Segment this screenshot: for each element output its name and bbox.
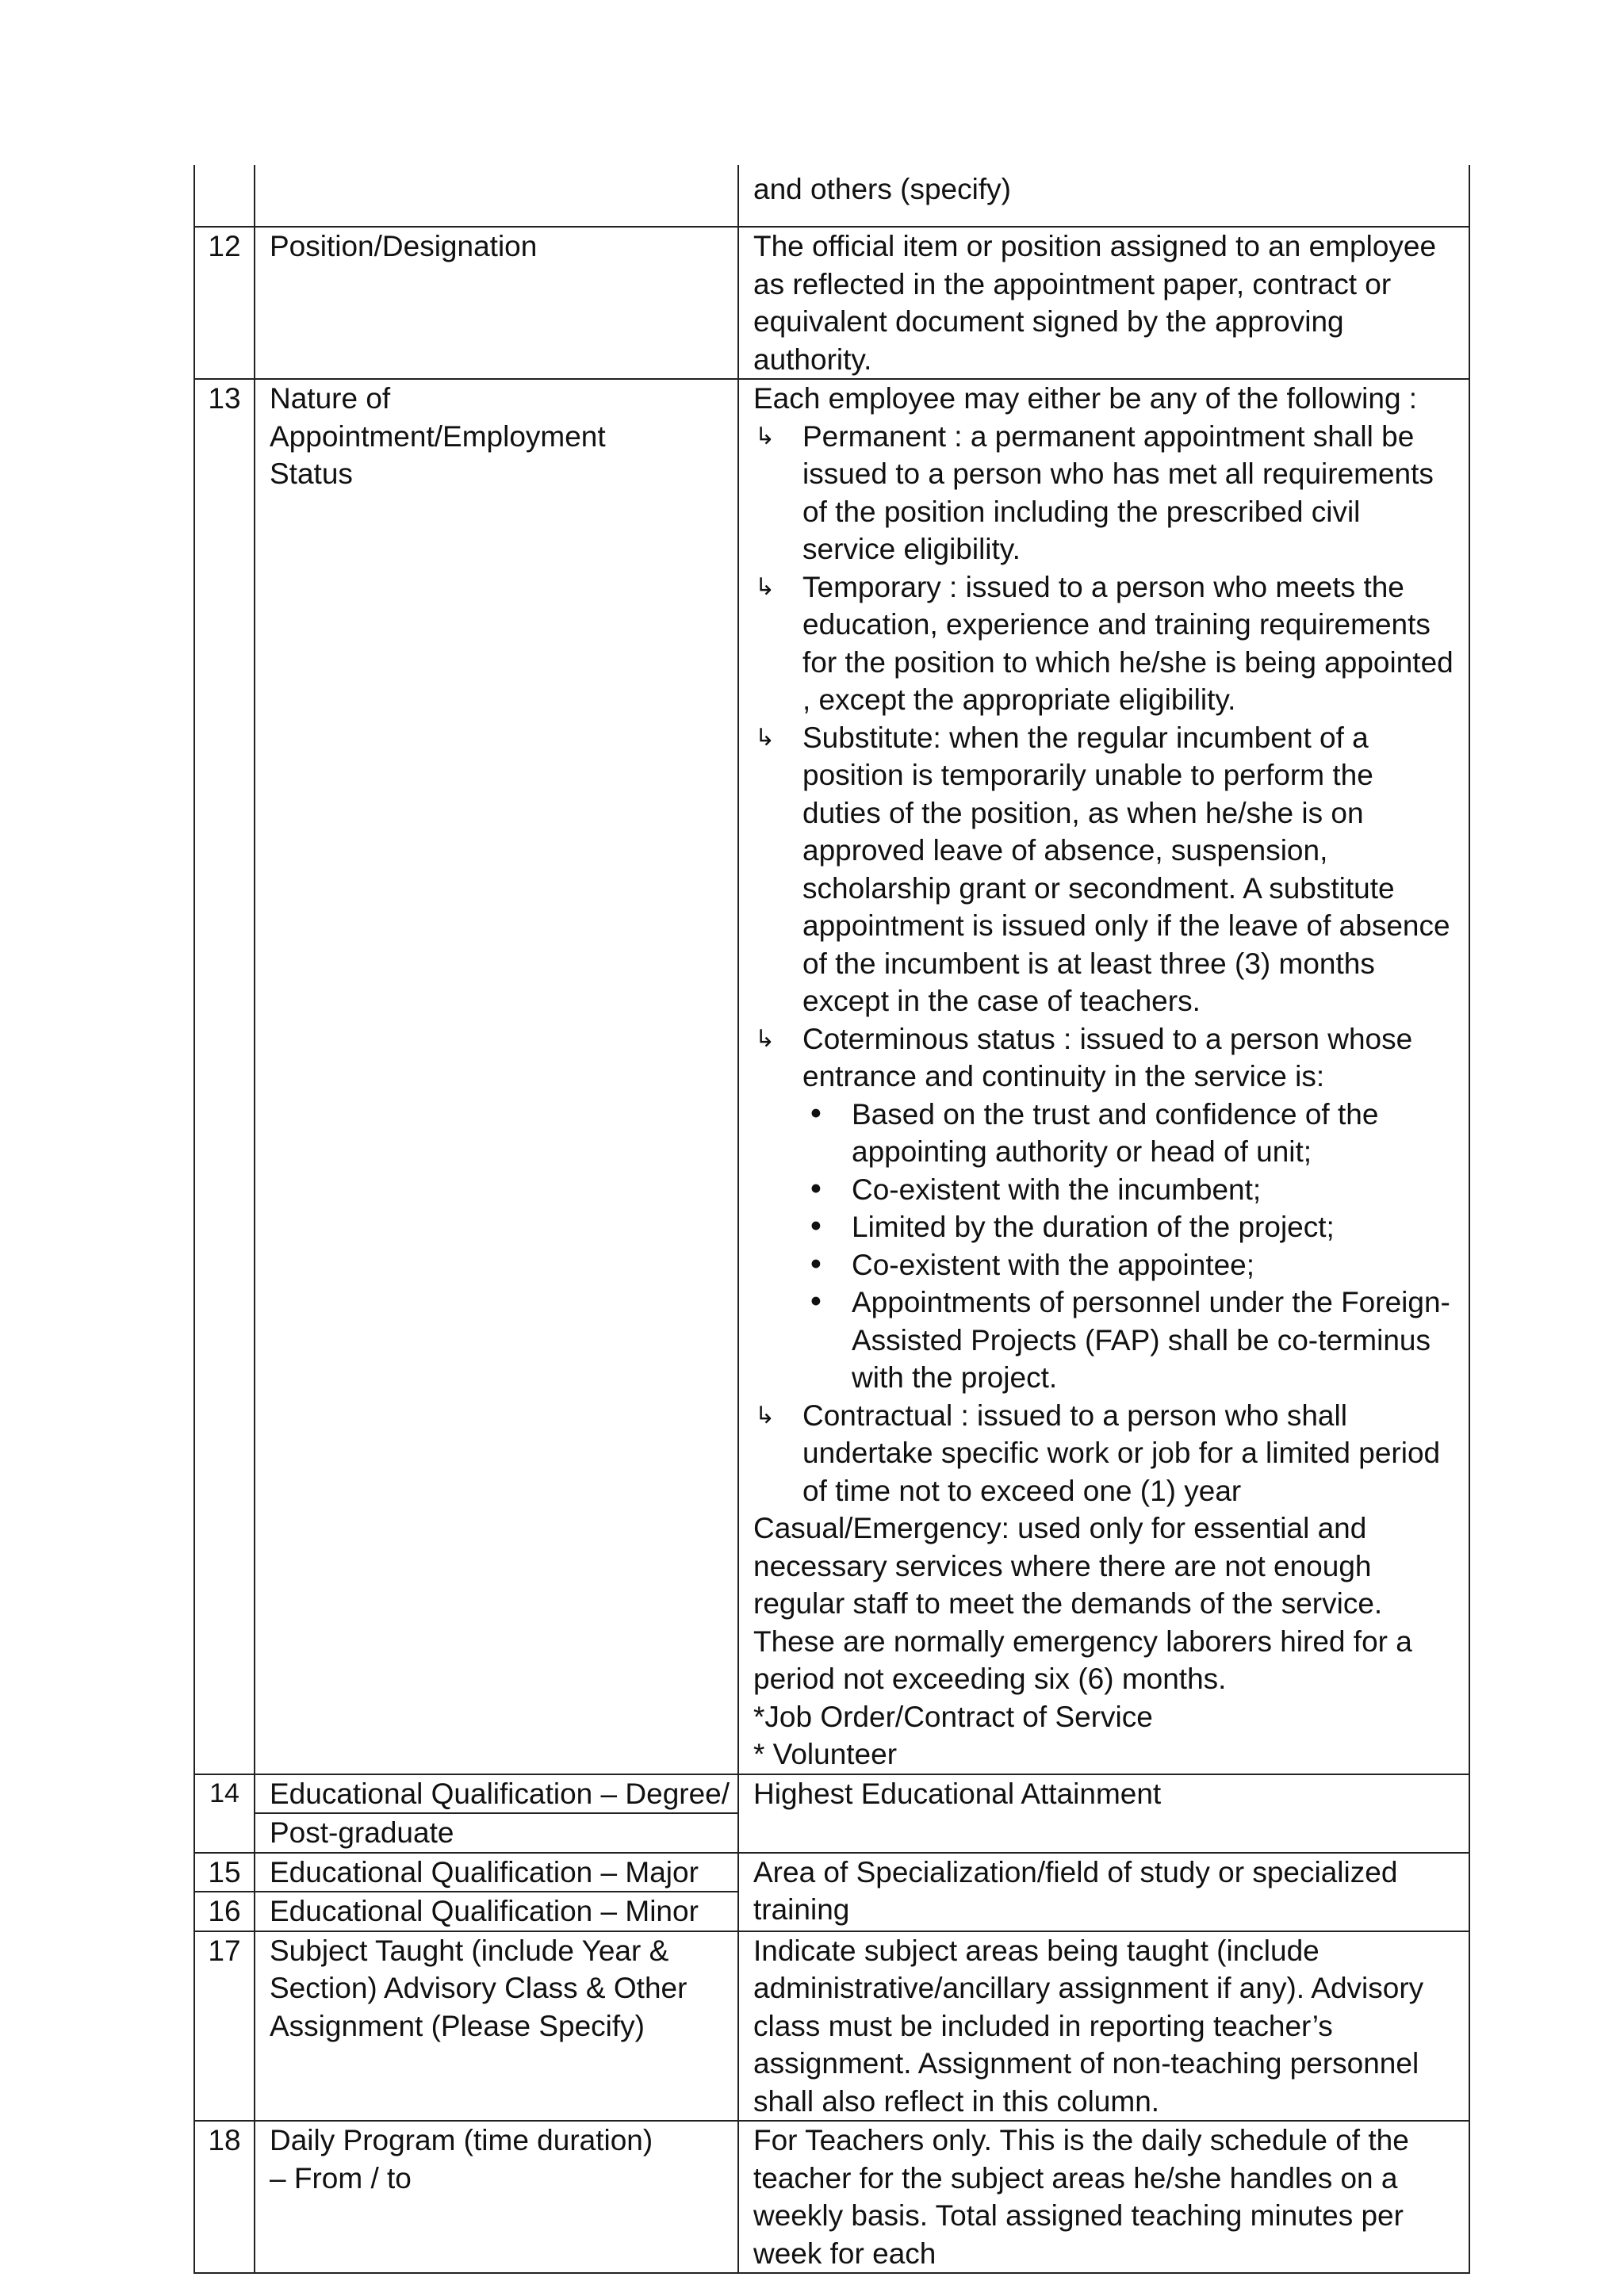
table-row	[194, 1853, 1469, 1892]
bullet-icon: •	[807, 1285, 825, 1319]
arrow-icon: ↳	[755, 422, 776, 450]
table-row	[194, 165, 1469, 227]
bullet-icon: •	[807, 1210, 825, 1244]
bullet-icon: •	[807, 1096, 825, 1131]
field-label: Post-graduate	[270, 1816, 454, 1849]
sublist-item-text: Limited by the duration of the project;	[852, 1211, 1335, 1243]
arrow-icon: ↳	[755, 1024, 776, 1053]
field-cell	[255, 165, 738, 227]
description-text: and others (specify)	[753, 173, 1011, 205]
field-label: Educational Qualification – Major	[270, 1855, 699, 1888]
field-label: Educational Qualification – Minor	[270, 1895, 699, 1927]
field-label-line: Nature of Appointment/Employment	[270, 382, 606, 453]
row-number: 17	[194, 1931, 255, 2122]
row-number: 18	[194, 2121, 255, 2273]
field-label-line: – From / to	[270, 2161, 412, 2195]
field-label: Position/Designation	[270, 230, 538, 262]
description-text: Highest Educational Attainment	[753, 1777, 1162, 1810]
field-label: Subject Taught (include Year & Section) Advisory Class & Other Assignment (Please Specify)	[270, 1934, 688, 2042]
list-item	[753, 568, 1459, 719]
sublist-item-text: Based on the trust and confidence of the appointing authority or head of unit;	[852, 1097, 1379, 1168]
list-item-text: Contractual : issued to a person who shall undertake specific work or job for a limited period of time not to exceed one (1) year	[802, 1399, 1441, 1507]
field-label-line: Daily Program (time duration)	[270, 2124, 653, 2156]
list-item	[753, 418, 1459, 568]
table-row	[194, 1774, 1469, 1853]
row-number: 15	[194, 1853, 255, 1892]
appointment-types-list	[753, 418, 1459, 1096]
description-text: The official item or position assigned to an employee as reflected in the appointment paper, contract or equivalent document signed by the approving authority.	[753, 230, 1437, 376]
sublist-item-text: Co-existent with the incumbent;	[852, 1173, 1262, 1206]
list-item	[753, 719, 1459, 1020]
table-row	[194, 1931, 1469, 2122]
arrow-icon: ↳	[755, 1401, 776, 1429]
description-text: Area of Specialization/field of study or specialized training	[753, 1855, 1398, 1926]
field-cell	[255, 1774, 738, 1853]
description-cell	[738, 1931, 1469, 2122]
row-number: 14	[194, 1774, 255, 1853]
sublist-item	[753, 1208, 1459, 1246]
description-text: For Teachers only. This is the daily schedule of the teacher for the subject areas he/she handles on a weekly basis. Total assigned teaching minutes per week for each	[753, 2124, 1409, 2270]
description-text: Indicate subject areas being taught (include administrative/ancillary assignment if any). Advisory class must be included in reporting teacher’s assignment. Assignment of non-teaching personnel shall also reflect in this column.	[753, 1934, 1424, 2118]
bullet-icon: •	[807, 1172, 825, 1207]
description-cell	[738, 1853, 1469, 1931]
arrow-icon: ↳	[755, 572, 776, 601]
list-item	[753, 1020, 1459, 1096]
field-label-line: Status	[270, 457, 353, 490]
description-cell	[738, 1774, 1469, 1853]
list-item	[753, 1397, 1459, 1510]
row-number: 13	[194, 379, 255, 1774]
table-row	[194, 2121, 1469, 2273]
job-order-text: *Job Order/Contract of Service	[753, 1700, 1153, 1733]
field-cell	[255, 1931, 738, 2122]
field-label: Educational Qualification – Degree/	[255, 1775, 737, 1815]
definitions-table	[193, 165, 1470, 2274]
coterminous-sublist	[753, 1096, 1459, 1397]
row-number: 16	[194, 1892, 255, 1931]
list-item-text: Coterminous status : issued to a person whose entrance and continuity in the service is:	[802, 1022, 1413, 1093]
table-row	[194, 227, 1469, 379]
field-cell	[255, 2121, 738, 2273]
description-cell	[738, 227, 1469, 379]
sublist-item-text: Appointments of personnel under the Foreign-Assisted Projects (FAP) shall be co-terminus with the project.	[852, 1286, 1450, 1394]
field-cell	[255, 1853, 738, 1892]
row-number-cell	[194, 165, 255, 227]
intro-text: Each employee may either be any of the following :	[753, 382, 1418, 415]
field-cell	[255, 227, 738, 379]
arrow-icon: ↳	[755, 723, 776, 752]
sublist-item	[753, 1284, 1459, 1397]
field-cell	[255, 1892, 738, 1931]
row-number: 12	[194, 227, 255, 379]
description-cell	[738, 379, 1469, 1774]
casual-text: Casual/Emergency: used only for essential and necessary services where there are not enough regular staff to meet the demands of the service. These are normally emergency laborers hired for a period not exceeding six (6) months.	[753, 1512, 1412, 1695]
sublist-item	[753, 1096, 1459, 1171]
list-item-text: Temporary : issued to a person who meets the education, experience and training requirements for the position to which he/she is being appointed , except the appropriate eligibility.	[802, 570, 1454, 716]
description-cell	[738, 2121, 1469, 2273]
volunteer-text: * Volunteer	[753, 1738, 898, 1770]
sublist-item	[753, 1246, 1459, 1284]
field-cell	[255, 379, 738, 1774]
sublist-item-text: Co-existent with the appointee;	[852, 1248, 1255, 1281]
sublist-item	[753, 1171, 1459, 1209]
description-cell	[738, 165, 1469, 227]
list-item-text: Substitute: when the regular incumbent of a position is temporarily unable to perform the duties of the position, as when he/she is on approved leave of absence, suspension, scholarship grant or secondment. A substitute appointment is issued only if the leave of absence of the incumbent is at least three (3) months except in the case of teachers.	[802, 721, 1450, 1017]
appointment-types-list-continued	[753, 1397, 1459, 1510]
table-row	[194, 379, 1469, 1774]
bullet-icon: •	[807, 1247, 825, 1282]
list-item-text: Permanent : a permanent appointment shall be issued to a person who has met all requirements of the position including the prescribed civil service eligibility.	[802, 419, 1434, 565]
